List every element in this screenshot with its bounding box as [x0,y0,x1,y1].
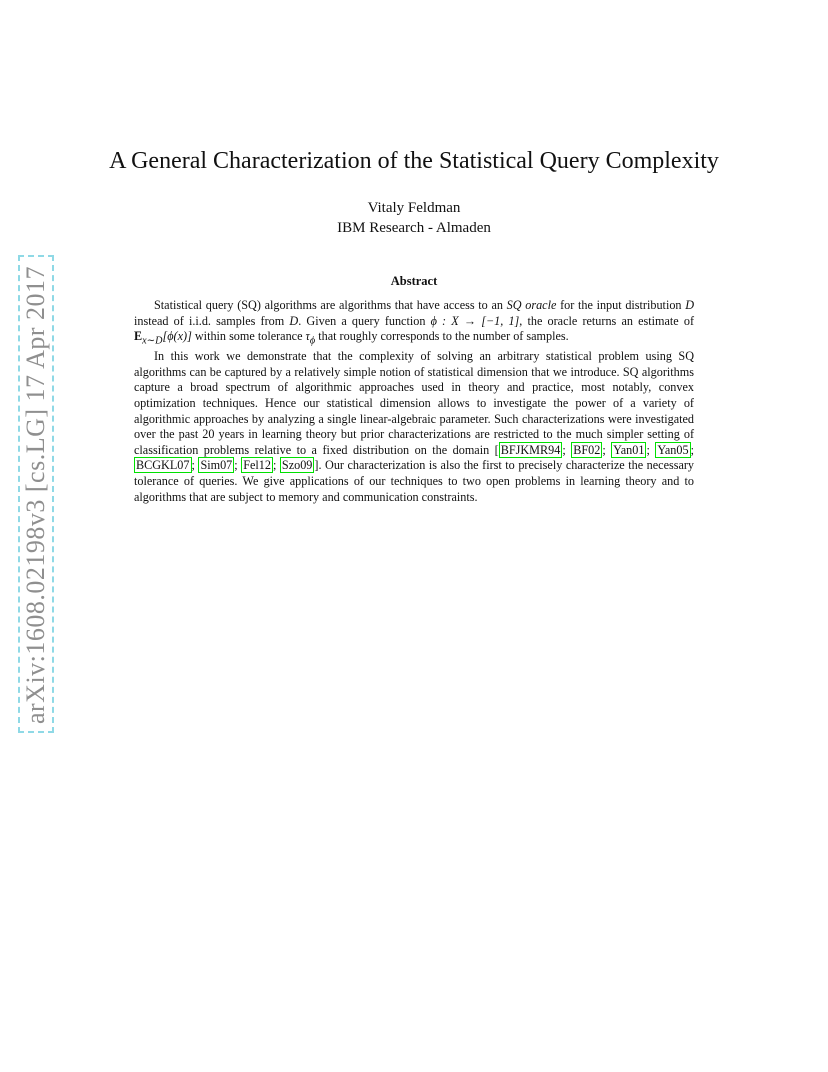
citation-link[interactable]: Yan01 [613,442,645,457]
abstract-heading: Abstract [390,274,438,288]
text-run: that roughly corresponds to the number of samples. [318,329,569,344]
citation-link[interactable]: BCGKL07 [136,458,190,473]
citation-link[interactable]: Yan05 [657,442,689,457]
text-run: for the input distribution [560,298,682,312]
abstract-paragraph-1 [134,298,694,349]
text-run: Statistical query (SQ) algorithms are algorithms that have access to an [154,298,503,312]
emphasis: SQ oracle [506,298,557,312]
text-run: instead of i.i.d. samples from [134,313,285,328]
text-run: . Given a query function [298,313,426,328]
math-expression: [ϕ(x)] [162,329,192,344]
math-symbol: τ [305,329,310,344]
citation-link[interactable]: Fel12 [243,458,271,473]
citation-link[interactable]: Szo09 [281,458,313,473]
arxiv-stamp: arXiv:1608.02198v3 [cs.LG] 17 Apr 2017 [21,265,50,725]
text-run: ]. Our characterization is also the first to precisely characterize the necessary tolerance of queries. We give applications of our techniques to two open problems in learning theory and to algorithms that are subject to memory and communication constraints. [134,458,695,504]
paper-title: A General Characterization of the Statistical Query Complexity [109,148,719,174]
math-expression: ϕ : X → [−1, 1] [430,313,520,328]
expectation-symbol: E [134,329,143,344]
math-symbol: D [289,313,299,328]
math-subscript: ϕ [309,335,316,347]
math-subscript: x∼D [142,335,163,347]
text-run: , the oracle returns an estimate of [519,313,695,328]
citation-link[interactable]: BF02 [573,442,601,457]
citation-link[interactable]: Sim07 [200,458,233,473]
abstract-paragraph-2: In this work we demonstrate that the complexity of solving an arbitrary statistical problem using SQ algorithms can be captured by a relatively simple notion of statistical dimension that we introduce. SQ algorithms capture a broad spectrum of algorithmic approaches used in theory and practice, most notably, convex optimization techniques. Hence our statistical dimension allows to investigate the power of a variety of algorithmic approaches by analyzing a single linear-algebraic parameter. Such characterizations were investigated over the past 20 years in learning theory but prior characterizations are restricted to the much simpler setting of classification problems relative to a fixed distribution on the domain [ BFJKMR94 ; BF02 ; Yan01 ; Yan05 ; BCGKL07 ; Sim07 ; Fel12 ; Szo09 ]. Our characterization is also the first to precisely characterize the necessary tolerance of queries. We give applications of our techniques to two open problems in learning theory and to algorithms that are subject to memory and communication constraints. [134,349,695,504]
author-affiliation: IBM Research - Almaden [337,220,491,236]
citation-link[interactable]: BFJKMR94 [500,442,561,457]
abstract-body [134,298,694,505]
math-symbol: D [685,298,695,312]
text-run: within some tolerance [194,329,303,344]
author-name: Vitaly Feldman [367,200,461,216]
text-run: In this work we demonstrate that the complexity of solving an arbitrary statistical problem using SQ algorithms can be captured by a relatively simple notion of statistical dimension that we introduce. SQ algorithms capture a broad spectrum of algorithmic approaches used in theory and practice, most notably, convex optimization techniques. Hence our statistical dimension allows to investigate the power of a variety of algorithmic approaches by analyzing a single linear-algebraic parameter. Such characterizations were investigated over the past 20 years in learning theory but prior characterizations are restricted to the much simpler setting of classification problems relative to a fixed distribution on the domain [ [134,349,694,457]
